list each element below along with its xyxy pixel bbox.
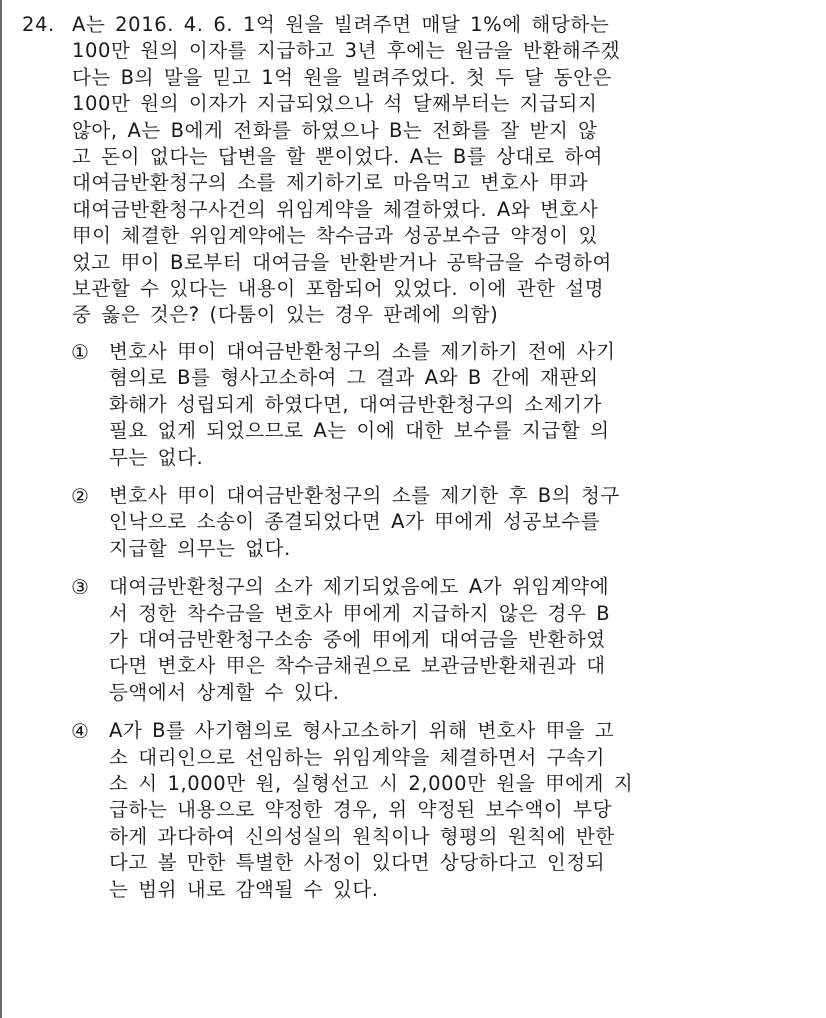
- question-number: 24.: [22, 13, 55, 36]
- choice-marker: ③: [71, 575, 90, 600]
- question-line: 대여금반환청구의 소를 제기하기로 마음먹고 변호사 甲과: [72, 171, 589, 195]
- question-line: [22, 12, 782, 38]
- choice-line: 변호사 甲이 대여금반환청구의 소를 제기하기 전에 사기: [109, 339, 616, 363]
- question-line: 고 돈이 없다는 답변을 할 뿐이었다. A는 B를 상대로 하여: [72, 145, 604, 169]
- choice-line: 대여금반환청구의 소가 제기되었음에도 A가 위임계약에: [109, 575, 610, 599]
- choice-line: 필요 없게 되었으므로 A는 이에 대한 보수를 지급할 의: [109, 419, 610, 443]
- choice-line: 서 정한 착수금을 변호사 甲에게 지급하지 않은 경우 B: [109, 601, 611, 625]
- choice-line: 급하는 내용으로 약정한 경우, 위 약정된 보수액이 부당: [109, 798, 613, 822]
- question-line: 었고 甲이 B로부터 대여금을 반환받거나 공탁금을 수령하여: [72, 250, 612, 274]
- question-line: 100만 원의 이자가 지급되었으나 석 달째부터는 지급되지: [72, 92, 598, 116]
- choice-line: 혐의로 B를 형사고소하여 그 결과 A와 B 간에 재판외: [109, 366, 599, 390]
- left-border-rule: [0, 0, 2, 1018]
- choice-4[interactable]: [71, 718, 782, 903]
- question-text: A는 2016. 4. 6. 1억 원을 빌려주면 매달 1%에 해당하는: [72, 13, 610, 36]
- choice-line: 변호사 甲이 대여금반환청구의 소를 제기한 후 B의 청구: [109, 483, 620, 507]
- choice-2[interactable]: [71, 483, 782, 562]
- question-line: 보관할 수 있다는 내용이 포함되어 있었다. 이에 관한 설명: [72, 277, 605, 301]
- choice-line: 지급할 의무는 없다.: [109, 536, 291, 560]
- choice-line: 화해가 성립되게 하였다면, 대여금반환청구의 소제기가: [109, 392, 603, 416]
- question-line: 다는 B의 말을 믿고 1억 원을 빌려주었다. 첫 두 달 동안은: [72, 65, 612, 89]
- choice-line: 등액에서 상계할 수 있다.: [109, 680, 340, 704]
- choice-line: A가 B를 사기혐의로 형사고소하기 위해 변호사 甲을 고: [109, 719, 615, 743]
- choice-line: 소 시 1,000만 원, 실형선고 시 2,000만 원을 甲에게 지: [109, 771, 634, 795]
- question-line: 대여금반환청구사건의 위임계약을 체결하였다. A와 변호사: [72, 197, 599, 221]
- question-line: 100만 원의 이자를 지급하고 3년 후에는 원금을 반환해주겠: [72, 39, 621, 63]
- question-line: 甲이 체결한 위임계약에는 착수금과 성공보수금 약정이 있: [72, 224, 598, 248]
- choice-1[interactable]: [71, 339, 782, 471]
- choice-marker: ②: [71, 483, 90, 508]
- choice-line: 무는 없다.: [109, 445, 204, 469]
- question-line: 않아, A는 B에게 전화를 하였으나 B는 전화를 잘 받지 않: [72, 118, 598, 142]
- choice-line: 가 대여금반환청구소송 중에 甲에게 대여금을 반환하였: [109, 627, 606, 651]
- choice-line: 다고 볼 만한 특별한 사정이 있다면 상당하다고 인정되: [109, 851, 606, 875]
- answer-choices: [22, 339, 782, 903]
- choice-line: 다면 변호사 甲은 착수금채권으로 보관금반환채권과 대: [109, 654, 606, 678]
- choice-marker: ①: [71, 339, 90, 364]
- choice-line: 소 대리인으로 선임하는 위임계약을 체결하면서 구속기: [109, 745, 606, 769]
- question-stem: [22, 12, 782, 329]
- choice-3[interactable]: [71, 574, 782, 706]
- question-line: 중 옳은 것은? (다툼이 있는 경우 판례에 의함): [72, 303, 499, 327]
- question-block: [22, 12, 782, 915]
- choice-line: 는 범위 내로 감액될 수 있다.: [109, 877, 379, 901]
- choice-marker: ④: [71, 719, 90, 744]
- choice-line: 하게 과다하여 신의성실의 원칙이나 형평의 원칙에 반한: [109, 824, 615, 848]
- choice-line: 인낙으로 소송이 종결되었다면 A가 甲에게 성공보수를: [109, 510, 601, 534]
